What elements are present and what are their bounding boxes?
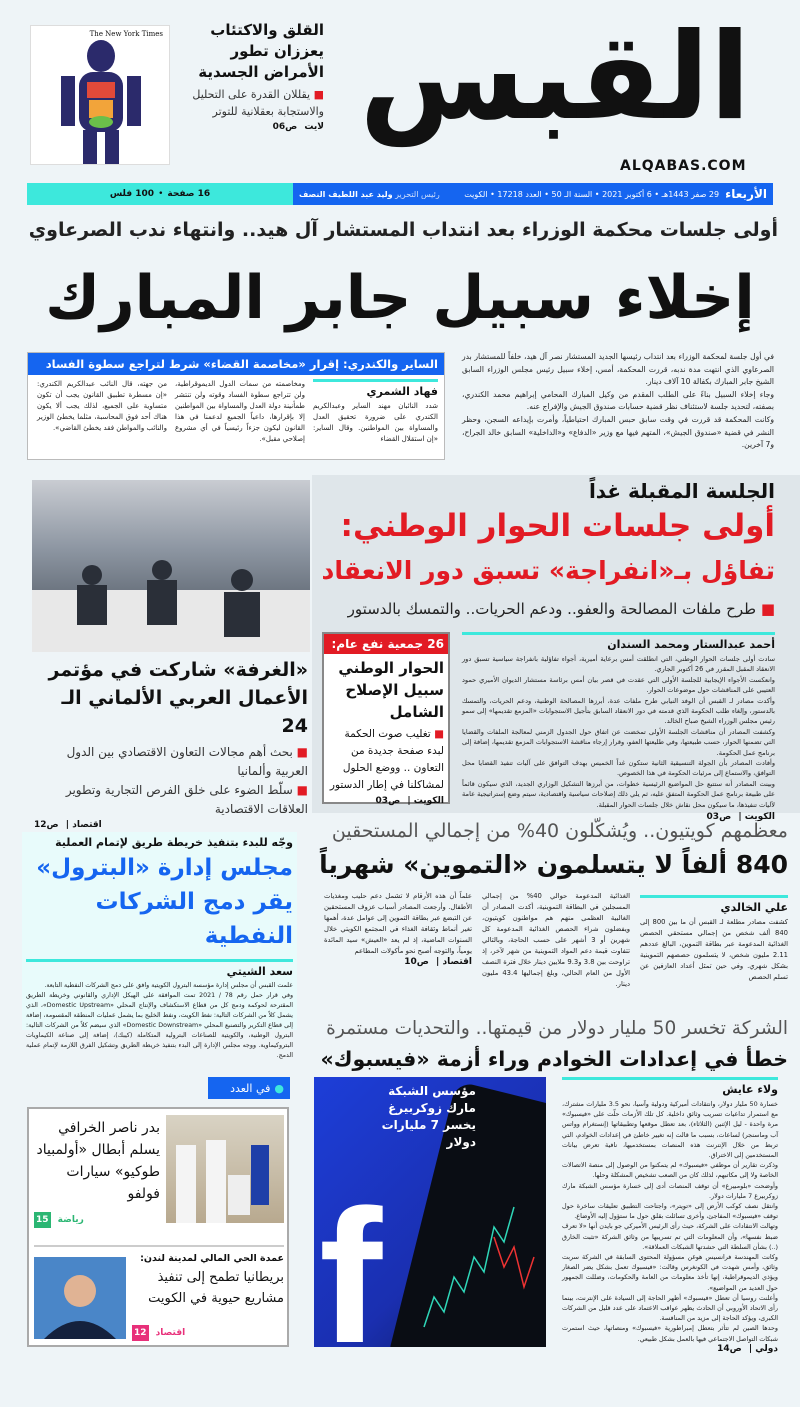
lead-kicker[interactable]: أولى جلسات محكمة الوزراء بعد انتداب المستشار آل هيد.. وانتهاء ندب الصرعاوي (28, 219, 778, 241)
dialogue-headline-2[interactable]: تفاؤل بـ«انفراجة» تسبق دور الانعقاد (321, 556, 775, 585)
lead-body: في أول جلسة لمحكمة الوزراء بعد انتداب رئيسها الجديد المستشار نصر آل هيد، خلفاً للمستشار بدر الصرعاوي الذي انتهت مدة ندبه، قررت المحكمة، أمس، إخلاء سبيل رئيس مجلس الوزراء السابق الشيخ جابر المبارك بكفالة 10 آلاف دينار. وجاء إخلاء السبيل بناءً على الطلب المقدم من وكيل المبارك المحامي إبراهيم محمد الكندري، بصفته، لتحديد جلسة لاستئناف نظر قضية حسابات صندوق الجيش والإفراج عنه. وكانت المحكمة قد قررت في وقت سابق حبس المبارك احتياطياً، وأمرت بإيداعه السجن، وحظر النشر في قضية «صندوق الجيش»، المتهم فيها مع وزير «الدفاع» و«الداخلية» السابق خالد الجراح، و7 آخرين. (462, 352, 774, 450)
in-issue-item-sports[interactable]: بدر ناصر الخرافي يسلم أبطال «أولمبياد طوكيو» سيارات فولفو 15 رياضة (34, 1115, 284, 1225)
conference-photo-illustration (32, 480, 310, 652)
facebook-image[interactable]: f مؤسس الشبكة مارك زوكربيرغ يخسر 7 مليارات دولار (314, 1077, 546, 1347)
dialogue-headline-1[interactable]: أولى جلسات الحوار الوطني: (340, 508, 775, 544)
associations-box[interactable]: 26 جمعية نفع عام: الحوار الوطني سبيل الإصلاح الشامل ■ تغليب صوت الحكمة لبدء صفحة جديدة من التعاون .. ووضع الحلول لمشاكلنا في إطار الدستور الكويت | ص03 (322, 632, 450, 804)
mayor-photo (34, 1257, 126, 1339)
teaser[interactable]: القلق والاكتئاب يعززان تطور الأمراض الجسدية ■ يقللان القدرة على التحليل والاستجابة بعقلانية للتوتر لايت ص06 (174, 20, 324, 134)
tamween-body: علي الخالدي كشفت مصادر مطلعة لـ القبس أن ما بين 800 إلى 840 ألف شخص من إجمالي مستحقي الحصص الغذائية المدعومة عبر بطاقة التموين، البالغ عددهم 2.11 مليون شخص، لا يتسلمون حصصهم التموينية بشكل شهري. وفي حين تمثل أعداد العازفين عن تسلم الحصص الغذائية المدعومة حوالي 40% من إجمالي المسجلين في البطاقة التموينية، أكدت المصادر أن الغالبية العظمى منهم هم مواطنون كويتيون، ويفضلون شراء الحصص الغذائية المدعومة كل شهرين أو 3 أشهر على حسب الحاجة، وبالتالي تتفاوت قيمة دعم المواد التموينية من شهر لآخر، إذ تراوحت بين 3.8 و9.3 ملايين دينار خلال فترة النصف الأول من العام الحالي، وبلغ إجماليها 43.4 مليون دينار. علماً أن هذه الأرقام لا تشمل دعم حليب ومغذيات الأطفال. وأرجعت المصادر أسباب عزوف المستحقين عن التبضع عبر بطاقة التموين إلى عوامل عدة، أهمها تغير أنماط وثقافة الغذاء في المجتمع الكويتي خلال السنوات الماضية، إذ لم يعد «العيش» سيد المائدة يومياً، والتوجه أصبح نحو مأكولات المطاعم اقتصاد | ص10 (324, 892, 788, 988)
facebook-headline[interactable]: خطأ في إعدادات الخوادم وراء أزمة «فيسبوك» (320, 1047, 788, 1071)
chamber-article[interactable]: «الغرفة» شاركت في مؤتمر الأعمال العربي الألماني الـ 24 ■ بحث أهم مجالات التعاون الاقتصادي بين الدول العربية وألمانيا ■ سلّط الضوء على خلق الفرص التجارية وتطوير العلاقات الاقتصادية اقتصاد | ص12 (30, 656, 308, 832)
facebook-body: ولاء عايش خسارة 50 مليار دولار، وانتقادات أميركية ودولية وآسيا، نحو 3.5 مليارات مشترك، مع استمرار تداعيات تسريب وثائق داخلية. كل تلك الأزمات حلّت على «فيسبوك» مرة واحدة - ليل الإثنين (الثلاثاء)، بعد تعطل موقعها وتطبيقاتها (إنستغرام وواتس آب وماسنجر) لساعات، بسبب ما قالت إنه تغيير خاطئ في إعدادات الخوادم، التي تربط من خلال الإنترنت هذه المنصات بمستخدميها، نافية تعرض بيانات المستخدمين إلى الاختراق. وذكرت تقارير أن موظفي «فيسبوك» لم يتمكنوا من الوصول إلى منصة الاتصالات الخاصة ولا إلى مكاتبهم، لذلك كان من الصعب تشخيص المشكلة وحلها. وأوضحت «بلومبيرغ» أن توقف المنصات أدى إلى خسارة مؤسس الشبكة مارك زوكربيرغ 7 مليارات دولار. وانتقل نصف كوكب الأرض إلى «تويتر»، واجتاحت التطبيق تعليقات ساخرة حول توقف «فيسبوك» المفاجئ، وأخرى تسائلت بقلق حول ما ستؤول إليه الأوضاع. وتهالت الانتقادات على الشركة، حيث رأى الرئيس الأميركي جو بايدن أنها «لا تعرف ضبط نفسها»، وأن المعلومات التي تم تسريبها من وثائق الشركة «تثبت الخارق (..) بشأن السلطة التي حشدتها الشبكات العملاقة». وكانت المهندسة فرانسيس هوغن مسؤولة المحتوى السابقة في الشركة سربت وثائق، وأمس شهدت في الكونغرس وقالت: «فيسبوك تعمل بشكل يضر الصغار ويؤذي الديموقراطية، إنها تأخذ معلومات من العامة والحكومات، وضللت الجمهور حول العديد من المواضيع». وأعلنت روسيا أن تعطل «فيسبوك» أظهر الحاجة إلى السيادة على الإنترنت، بينما رأى الاتحاد الأوروبي أن الحادث يظهر عواقب الاعتماد على عدد قليل من الشركات الكبرى، ويؤكد الحاجة إلى مزيد من المنافسة. وحدها الصين لم تتأثر بتعطل إمبراطورية «فيسبوك» ومنصاتها، حيث استمرت شبكات التواصل الاجتماعي فيها بالعمل بشكل طبيعي. دولي | ص14 (562, 1077, 778, 1354)
in-issue-item-economy[interactable]: عمدة الحي المالي لمدينة لندن: بريطانيا تطمح إلى تنفيذ مشاريع حيوية في الكويت 12 اقتصاد (34, 1245, 284, 1340)
facebook-kicker[interactable]: الشركة تخسر 50 مليار دولار من قيمتها.. والتحديات مستمرة (326, 1018, 788, 1039)
dialogue-body: أحمد عبدالستار ومحمد السندان سادت أولى جلسات الحوار الوطني، التي انطلقت أمس برعاية أميرية، أجواء تفاؤلية بانفراجة سياسية تسبق دور الانعقاد المقبل المقرر في 26 أكتوبر الجاري. وانعكست الأجواء الإيجابية للجلسة الأولى التي عقدت في قصر بيان أمس برئاسة مستشار الديوان الأميري حمود العتيبي على المناقشات حول موضوعات الحوار. وأكدت مصادر لـ القبس أن الوفد النيابي طرح ملفات عدة، أبرزها المصالحة الوطنية، ودعم الحريات، والتمسك بالدستور، وإلغاء طلب الحكومة الذي قدمته في دور الانعقاد السابق بتأجيل الاستجوابات «المزمع تقديمها» إلى سمو رئيس مجلس الوزراء الشيخ صباح الخالد. وكشفت المصادر أن مناقشات الجلسة الأولى تمخضت عن اتفاق حول الجدول الزمني لمعالجة الملفات والقضايا التي تضمنها الحوار، حسب طبيعتها، وفي طليعتها العفو، وقرار إرجاء مناقشة الاستجوابات المزمع تقديمها، إضافة إلى برنامج عمل الحكومة. وأفادت المصادر بأن الجولة التنسيقية الثانية ستكون غداً الخميس بهدف التوافق على آليات تنفيذ القضايا محل التوافق، والاستماع إلى مرئيات الحكومة في هذا الخصوص. وبينت المصادر أنه ستتبع حل المواضيع الرئيسية خطوات، من أبرزها التشكيل الوزاري الجديد، الذي سيكون قائماً على طبيعة برنامج عمل الحكومة المتفق عليه، ثم يلي ذلك إصلاحات سياسية واقتصادية، سيتم وضع إستراتيجية عامة لآليات تنفيذها، ما سيكون محل نقاش خلال جلسات الحوار المقبلة. الكويت | ص03 (462, 632, 775, 822)
lead-headline[interactable]: إخلاء سبيل جابر المبارك (45, 263, 755, 333)
dialogue-kicker[interactable]: الجلسة المقبلة غداً (588, 479, 775, 503)
masthead-logo[interactable]: القبس (359, 8, 751, 147)
star-icon: ● (274, 1081, 284, 1095)
olympics-photo (166, 1115, 284, 1223)
in-issue-label: ● في العدد (208, 1077, 290, 1099)
teaser-image[interactable]: The New York Times (30, 25, 170, 165)
petroleum-article[interactable]: وجّه للبدء بتنفيذ خريطة طريق لإتمام العملية مجلس إدارة «البترول» يقر دمج الشركات النفطية سعد الشيتي علمت القبس أن مجلس إدارة مؤسسة البترول الكويتية وافق على دمج الشركات النفطية التابعة. وفي قرار حمل رقم 78 / 2021 تمت الموافقة على الهيكل الإداري والقانوني وخريطة الطريق المقترحة لحوكمة ودمج كل من قطاع الاستكشاف والإنتاج المحلي «Domestic Upstream»، الذي يشمل كلاً من الشركات التالية: نفط الكويت، ونفط الخليج بما يشمل عمليات المنطقة المقسومة، إضافة إلى قطاع التكرير والتصنيع المحلي «Domestic Downstream» الذي سيضم كلاً من الشركات التالية: البترول الوطنية، والكويتية للصناعات البترولية المتكاملة (كيبك)، إضافة إلى صناعة الكيماويات البتروكيماوية. ووجه مجلس الإدارة إلى البدء بتنفيذ خريطة الطريق وتشكيل الفرق اللازمة لإتمام عملية الدمج. (22, 832, 297, 1030)
info-bar-date: الأربعاء 29 صفر 1443هـ • 6 أكتوبر 2021 • السنة الـ 50 • العدد 17218 • الكويت رئيس التحرير وليد عبد اللطيف النصف (293, 183, 773, 205)
info-bar-price: 16 صفحة • 100 فلس (27, 183, 293, 205)
anatomy-illustration (31, 26, 170, 165)
dialogue-sub: ■ طرح ملفات المصالحة والعفو.. ودعم الحريات.. والتمسك بالدستور (320, 598, 775, 620)
info-bar (27, 183, 773, 205)
facebook-logo-icon: f (319, 1171, 383, 1347)
site-url[interactable]: ALQABAS.COM (620, 158, 747, 174)
tamween-headline[interactable]: 840 ألفاً لا يتسلمون «التموين» شهرياً (319, 850, 788, 879)
chamber-photo[interactable] (32, 480, 310, 652)
sayer-article[interactable]: الساير والكندري: إقرار «مخاصمة القضاء» شرط لتراجع سطوة الفساد فهاد الشمري شدد النائبان مهند الساير وعبدالكريم الكندري على ضرورة تحقيق العدل والمساواة بين المواطنين. وقال الساير: «إن استقلال القضاء ومخاصمته من سمات الدول الديموقراطية، ولن تتراجع سطوة الفساد وقوته ولن تنتشر طمأنينة دولة العدل والمساواة بين المواطنين إلا بإقرارها، داعياً الجميع لدعمنا في هذا القانون ليكون جزءاً رئيسياً في أي مشروع إصلاحي مقبل». من جهته، قال النائب عبدالكريم الكندري: «إن مسطرة تطبيق القانون يجب أن تكون متساوية على الجميع، لذلك يجب ألا يكون هناك أحد فوق المحاسبة، مثلما يخطئ الوزير والنائب والمواطن فقد يخطئ القاضي». (27, 352, 445, 460)
tamween-kicker[interactable]: معظمهم كويتيون.. ويُشكّلون 40% من إجمالي المستحقين (331, 820, 788, 842)
